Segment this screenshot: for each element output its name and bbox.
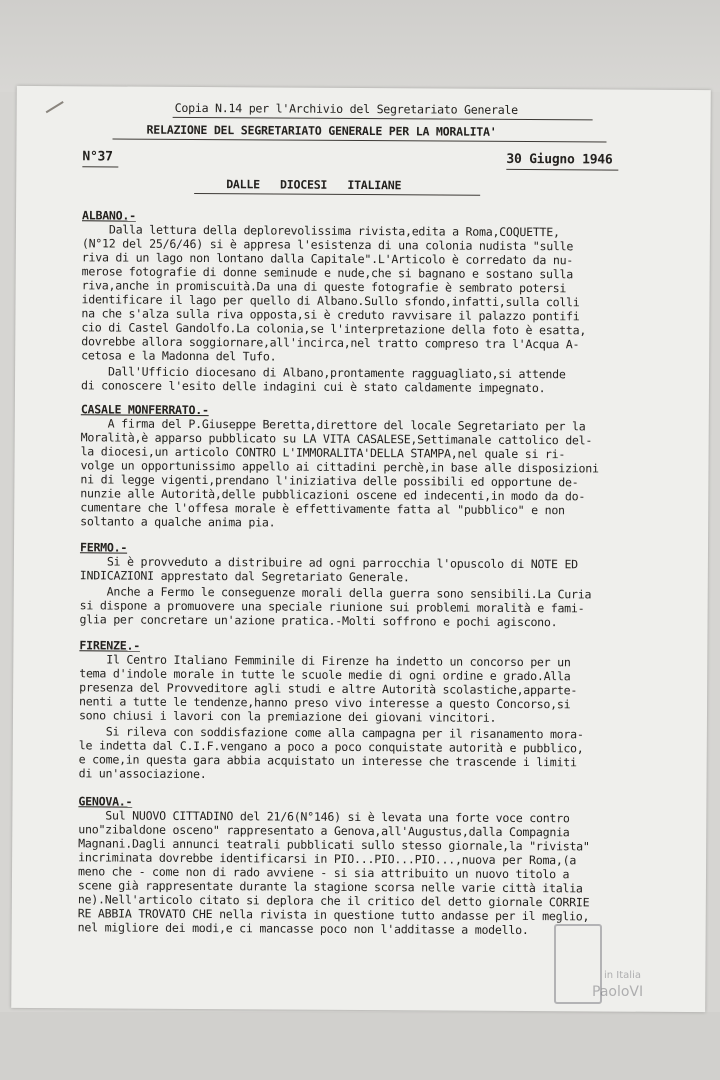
copy-note: Copia N.14 per l'Archivio del Segretariato Generale (174, 100, 518, 117)
section-heading-genova: GENOVA.- (78, 794, 133, 809)
text-line: Si rileva con soddisfazione come alla campagna per il risanamento mora- (78, 724, 584, 742)
text-line: le indetta dal C.I.F.vengano a poco a poco conquistate autorità e pubblico, (78, 738, 584, 756)
text-line: merose fotografie di donne seminude e nude,che si bagnano e sostano sulla (81, 264, 574, 282)
report-number: N°37 (82, 149, 113, 165)
report-title-rule (112, 138, 606, 142)
text-line: nenti a tutte le tendenze,hanno preso vivo interesse a questo Concorso,si (79, 694, 571, 712)
section-heading-fermo: FERMO.- (79, 540, 128, 555)
section-title-rule (194, 193, 480, 196)
text-line: riva,anche in promiscuità.Da una di queste fotografie è sembrato potersi (81, 278, 567, 296)
text-line: si dispone a promuovere una speciale riunione sui problemi moralità e fami- (79, 598, 585, 616)
text-line: la diocesi,un articolo CONTRO L'IMMORALITA'DELLA STAMPA,nel quale si ri- (80, 444, 566, 462)
archive-watermark (554, 918, 684, 1008)
copy-note-rule (173, 117, 593, 121)
document-page (11, 86, 711, 1012)
text-line: scene già rappresentate durante la stagione scorsa nelle varie città italia (77, 878, 583, 896)
text-line: glia per concretare un'azione pratica.-Molti soffrono e pochi agiscono. (79, 612, 558, 630)
text-line: Sul NUOVO CITTADINO del 21/6(N°146) si è levata una forte voce contro (78, 808, 570, 826)
text-line: e come,in questa gara abbia acquistato un interesse che trascende i limiti (78, 752, 577, 770)
text-line: ni di legge vigenti,prendano l'iniziativa delle possibili ed opportune de- (80, 472, 579, 490)
text-line: Anche a Fermo le conseguenze morali della guerra sono sensibili.La Curia (79, 584, 592, 602)
text-line: volge un opportunissimo appello ai cittadini perchè,in base alle disposizioni (80, 458, 599, 476)
watermark-line-2: PaoloVI (592, 984, 644, 1000)
section-title: DALLE DIOCESI ITALIANE (226, 177, 402, 193)
report-date-rule (506, 169, 618, 171)
text-line: na che s'alza sulla riva opposta,si è creduto ravvisare il palazzo pontifi (81, 306, 580, 324)
text-line: Magnani.Dagli annunci teatrali pubblicati sullo stesso giornale,la "rivista" (78, 836, 590, 854)
report-date: 30 Giugno 1946 (506, 151, 613, 168)
text-line: di un'associazione. (78, 766, 207, 782)
text-line: riva di un lago non lontano dalla Capitale".L'Articolo è corredato da nu- (81, 250, 574, 268)
text-line: Dalla lettura della deplorevolissima rivista,edita a Roma,COQUETTE, (81, 222, 560, 240)
watermark-line-1: in Italia (604, 970, 641, 981)
text-line: cetosa e la Madonna del Tufo. (81, 348, 277, 364)
text-line: tema d'indole morale in tutte le scuole medie di ogni ordine e grado.Alla (79, 666, 571, 684)
text-line: di conoscere l'esito delle indagini cui è stato caldamente impegnato. (80, 378, 546, 396)
text-line: nel migliore dei modi,e ci mancasse poco non l'additasse a modello. (77, 920, 529, 938)
text-line: sono chiusi i lavori con la premiazione dei giovani vincitori. (78, 708, 497, 725)
text-line: cumentare che l'offesa morale è effettivamente fatta al "pubblico" e non (80, 500, 565, 518)
text-line: Il Centro Italiano Femminile di Firenze ha indetto un concorso per un (79, 652, 571, 670)
text-line: Moralità,è apparso pubblicato su LA VITA CASALESE,Settimanale cattolico del- (80, 430, 593, 448)
report-number-rule (82, 166, 118, 167)
text-line: RE ABBIA TROVATO CHE nella rivista in questione tutto andasse per il meglio, (77, 906, 590, 924)
background-bottom (0, 1012, 720, 1080)
text-line: Dall'Ufficio diocesano di Albano,prontamente ragguagliato,si attende (81, 364, 566, 382)
background-top (0, 0, 720, 92)
pencil-mark (46, 101, 64, 113)
text-line: incriminata dovrebbe identificarsi in PIO...PIO...PIO...,nuova per Roma,(a (78, 850, 577, 868)
text-line: Si è provveduto a distribuire ad ogni parrocchia l'opuscolo di NOTE ED (79, 554, 578, 572)
text-line: A firma del P.Giuseppe Beretta,direttore del locale Segretariato per la (80, 416, 586, 434)
text-line: soltanto a qualche anima pia. (80, 514, 276, 530)
section-heading-albano: ALBANO.- (81, 208, 136, 223)
section-heading-casale: CASALE MONFERRATO.- (80, 402, 209, 418)
text-line: meno che - come non di rado avviene - si sia attribuito un nuovo titolo a (77, 864, 570, 882)
section-heading-firenze: FIRENZE.- (79, 638, 141, 653)
report-title: RELAZIONE DEL SEGRETARIATO GENERALE PER LA MORALITA' (146, 122, 497, 139)
text-line: identificare il lago per quello di Albano.Sullo sfondo,infatti,sulla colli (81, 292, 580, 310)
text-line: ne).Nell'articolo citato si deplora che il critico del detto giornale CORRIE (77, 892, 590, 910)
text-line: dovrebbe allora soggiornare,all'incirca,nel tratto compreso tra l'Acqua A- (81, 334, 580, 352)
text-line: INDICAZIONI apprestato dal Segretariato Generale. (79, 568, 410, 585)
text-line: cio di Castel Gandolfo.La colonia,se l'interpretazione della foto è esatta, (81, 320, 587, 338)
text-line: (N°12 del 25/6/46) si è appresa l'esistenza di una colonia nudista "sulle (81, 236, 574, 254)
text-line: uno"zibaldone osceno" rappresentato a Genova,all'Augustus,dalla Compagnia (78, 822, 570, 840)
text-line: presenza del Provveditore agli studi e altre Autorità scolastiche,apparte- (79, 680, 578, 698)
text-line: nunzie alle Autorità,delle pubblicazioni oscene ed indecenti,in modo da do- (80, 486, 586, 504)
